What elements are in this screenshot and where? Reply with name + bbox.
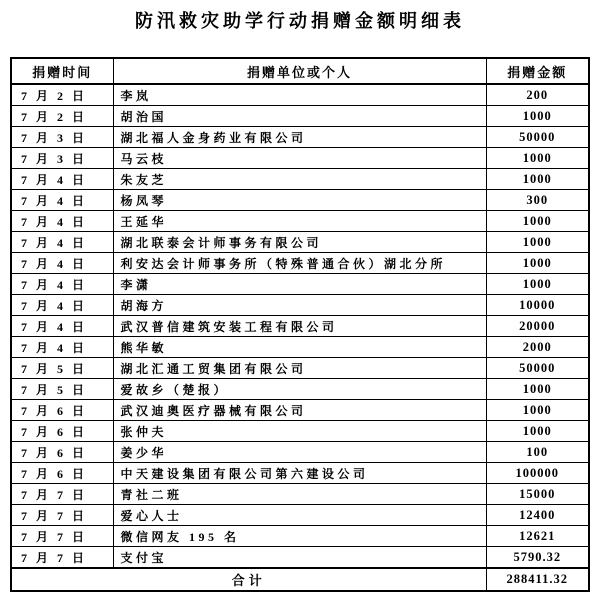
donation-date-cell: 7 月 6 日 [11,463,113,484]
total-amount: 288411.32 [486,568,589,591]
donation-row [11,106,589,127]
donation-date-cell: 7 月 4 日 [11,169,113,190]
donation-row [11,274,589,295]
donation-date-cell: 7 月 4 日 [11,274,113,295]
donor-name-cell: 胡治国 [113,106,486,127]
donation-row [11,526,589,547]
column-header-donor: 捐赠单位或个人 [113,58,486,84]
donation-amount-cell: 200 [486,84,589,106]
donation-date-cell: 7 月 7 日 [11,547,113,569]
donation-amount-cell: 2000 [486,337,589,358]
donor-name-cell: 武汉迪奥医疗器械有限公司 [113,400,486,421]
donation-date-cell: 7 月 7 日 [11,505,113,526]
donation-row [11,337,589,358]
donation-date-cell: 7 月 5 日 [11,358,113,379]
donation-date-cell: 7 月 6 日 [11,421,113,442]
donation-row [11,463,589,484]
donation-amount-cell: 1000 [486,400,589,421]
donation-date-cell: 7 月 6 日 [11,442,113,463]
donor-name-cell: 支付宝 [113,547,486,569]
donor-name-cell: 姜少华 [113,442,486,463]
donor-name-cell: 微信网友 195 名 [113,526,486,547]
donation-amount-cell: 1000 [486,148,589,169]
donation-amount-cell: 50000 [486,127,589,148]
donation-amount-cell: 1000 [486,379,589,400]
donor-name-cell: 湖北汇通工贸集团有限公司 [113,358,486,379]
total-row [11,568,589,591]
donation-amount-cell: 1000 [486,211,589,232]
donor-name-cell: 杨凤琴 [113,190,486,211]
donation-row [11,547,589,569]
donation-amount-cell: 1000 [486,169,589,190]
donation-date-cell: 7 月 4 日 [11,253,113,274]
column-header-date: 捐赠时间 [11,58,113,84]
donation-date-cell: 7 月 7 日 [11,484,113,505]
header-row [11,58,589,84]
donation-date-cell: 7 月 4 日 [11,337,113,358]
donation-amount-cell: 5790.32 [486,547,589,569]
donation-row [11,442,589,463]
donation-amount-cell: 20000 [486,316,589,337]
donation-date-cell: 7 月 4 日 [11,316,113,337]
donation-amount-cell: 1000 [486,232,589,253]
donation-row [11,295,589,316]
donation-amount-cell: 100 [486,442,589,463]
donor-name-cell: 青社二班 [113,484,486,505]
donation-date-cell: 7 月 5 日 [11,379,113,400]
donation-amount-cell: 1000 [486,274,589,295]
donation-row [11,84,589,106]
donation-date-cell: 7 月 2 日 [11,84,113,106]
donation-amount-cell: 50000 [486,358,589,379]
donation-row [11,421,589,442]
donation-row [11,484,589,505]
donor-name-cell: 武汉普信建筑安装工程有限公司 [113,316,486,337]
donation-amount-cell: 12621 [486,526,589,547]
donation-amount-cell: 15000 [486,484,589,505]
donation-amount-cell: 300 [486,190,589,211]
donation-row [11,379,589,400]
donation-row [11,232,589,253]
donor-name-cell: 马云枝 [113,148,486,169]
donation-row [11,358,589,379]
page-title: 防汛救灾助学行动捐赠金额明细表 [135,11,465,31]
donation-date-cell: 7 月 2 日 [11,106,113,127]
donor-name-cell: 熊华敏 [113,337,486,358]
donation-amount-cell: 1000 [486,106,589,127]
donation-amount-cell: 1000 [486,421,589,442]
donation-row [11,169,589,190]
donation-row [11,148,589,169]
donation-amount-cell: 100000 [486,463,589,484]
donation-row [11,316,589,337]
table-footer [11,568,589,591]
donation-date-cell: 7 月 4 日 [11,190,113,211]
total-label: 合计 [11,568,486,591]
donation-row [11,505,589,526]
donation-row [11,253,589,274]
donation-date-cell: 7 月 4 日 [11,295,113,316]
donation-amount-cell: 10000 [486,295,589,316]
table-header [11,58,589,84]
donation-date-cell: 7 月 3 日 [11,127,113,148]
donation-row [11,400,589,421]
donation-row [11,211,589,232]
donation-row [11,190,589,211]
donor-name-cell: 湖北福人金身药业有限公司 [113,127,486,148]
donation-row [11,127,589,148]
donor-name-cell: 李岚 [113,84,486,106]
donor-name-cell: 朱友芝 [113,169,486,190]
donor-name-cell: 中天建设集团有限公司第六建设公司 [113,463,486,484]
donor-name-cell: 利安达会计师事务所（特殊普通合伙）湖北分所 [113,253,486,274]
donor-name-cell: 胡海方 [113,295,486,316]
donor-name-cell: 爱心人士 [113,505,486,526]
donor-name-cell: 李潇 [113,274,486,295]
table-body [11,84,589,568]
donor-name-cell: 湖北联泰会计师事务有限公司 [113,232,486,253]
donor-name-cell: 爱故乡（楚报） [113,379,486,400]
donor-name-cell: 张仲夫 [113,421,486,442]
donation-date-cell: 7 月 3 日 [11,148,113,169]
column-header-amount: 捐赠金额 [486,58,589,84]
donor-name-cell: 王延华 [113,211,486,232]
donation-date-cell: 7 月 6 日 [11,400,113,421]
donation-date-cell: 7 月 7 日 [11,526,113,547]
donation-date-cell: 7 月 4 日 [11,232,113,253]
donation-amount-cell: 1000 [486,253,589,274]
donation-table [10,57,590,592]
donation-date-cell: 7 月 4 日 [11,211,113,232]
donation-amount-cell: 12400 [486,505,589,526]
